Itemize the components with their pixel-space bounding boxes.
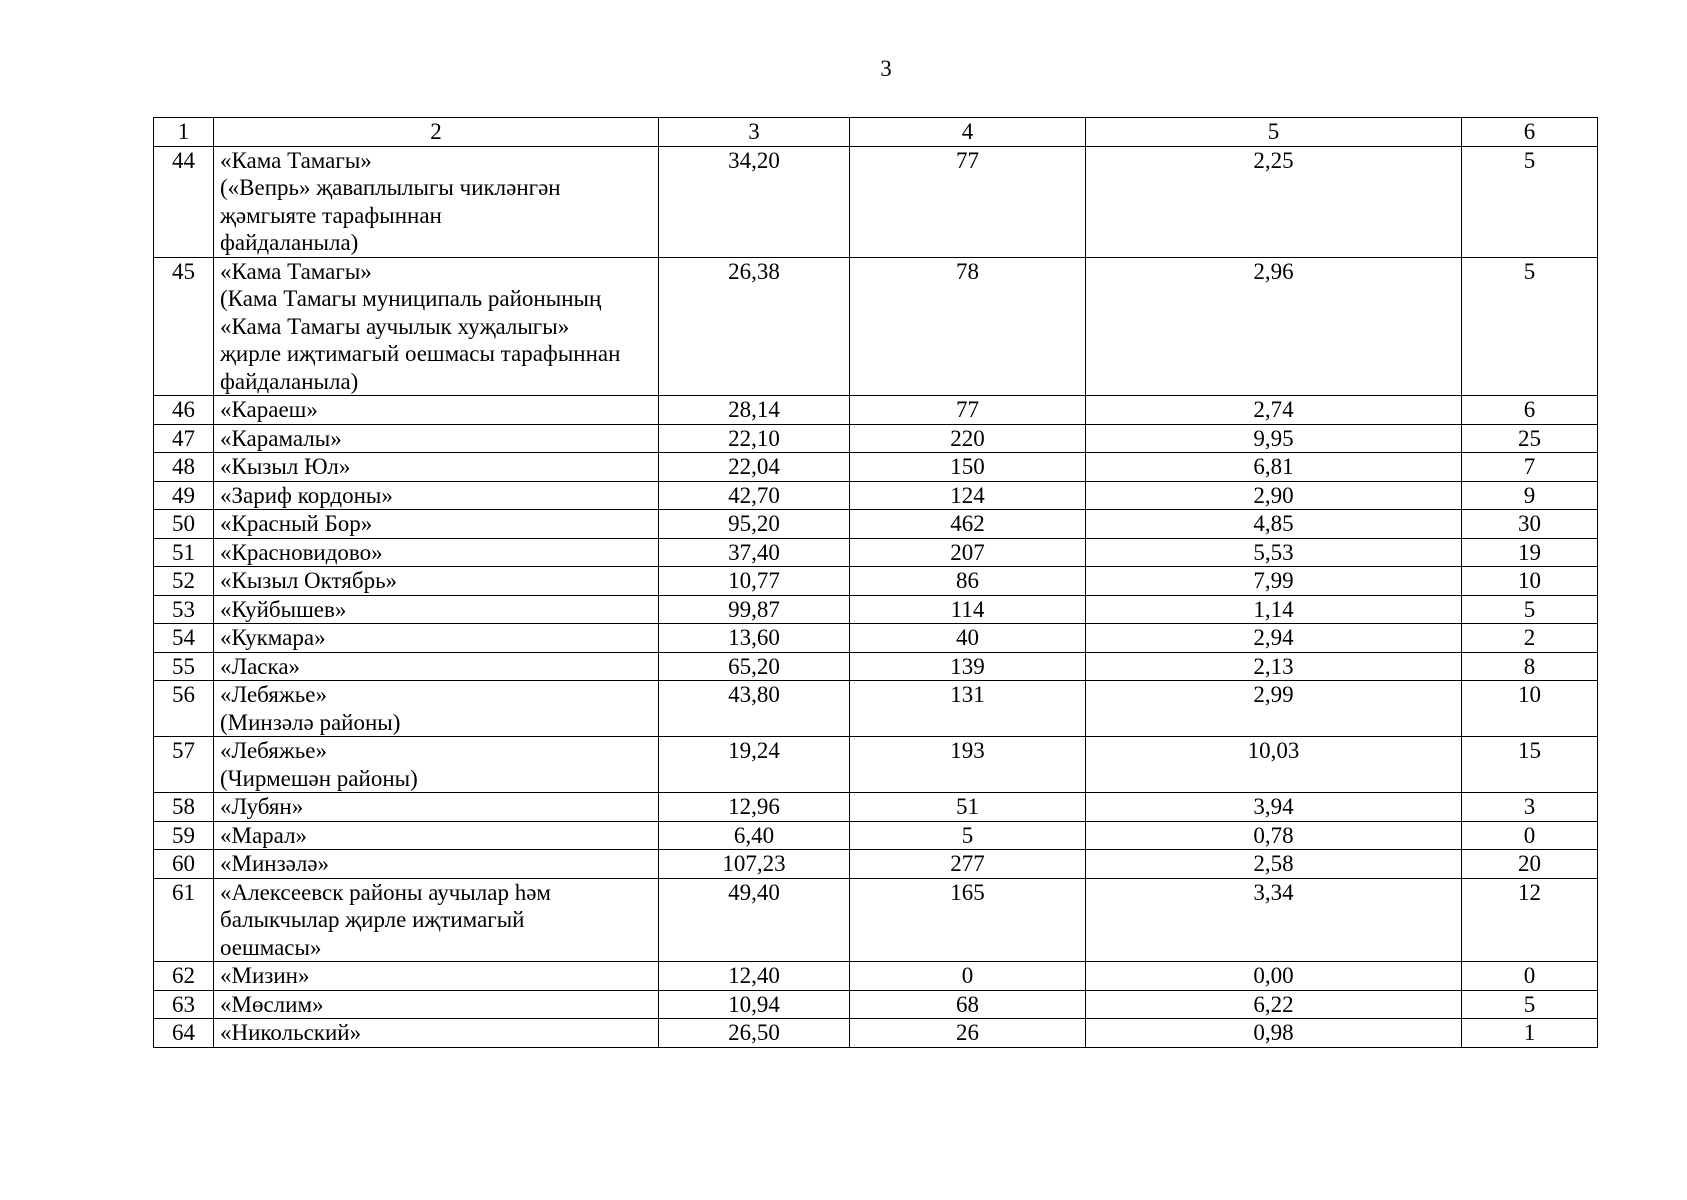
- value-cell-c4: 0: [850, 962, 1086, 991]
- value-cell-c5: 3,94: [1086, 793, 1462, 822]
- table-row: [154, 1019, 1598, 1048]
- name-line: «Минзәлә»: [220, 851, 330, 876]
- row-number-cell: 47: [154, 424, 214, 453]
- name-cell: [214, 737, 659, 793]
- name-cell: [214, 538, 659, 567]
- value-cell-c4: 68: [850, 990, 1086, 1019]
- value-cell-c6: 7: [1462, 453, 1598, 482]
- value-cell-c6: 10: [1462, 681, 1598, 737]
- value-cell-c3: 19,24: [659, 737, 850, 793]
- value-cell-c4: 26: [850, 1019, 1086, 1048]
- name-line: «Лебяжье»: [220, 738, 327, 763]
- value-cell-c3: 42,70: [659, 481, 850, 510]
- value-cell-c5: 10,03: [1086, 737, 1462, 793]
- value-cell-c4: 139: [850, 652, 1086, 681]
- row-number-cell: 51: [154, 538, 214, 567]
- table-row: [154, 424, 1598, 453]
- value-cell-c5: 2,94: [1086, 624, 1462, 653]
- name-cell: [214, 567, 659, 596]
- name-cell: [214, 510, 659, 539]
- table-row: [154, 146, 1598, 257]
- value-cell-c4: 51: [850, 793, 1086, 822]
- value-cell-c6: 12: [1462, 878, 1598, 962]
- name-line: «Карамалы»: [220, 425, 342, 451]
- row-number-cell: 54: [154, 624, 214, 653]
- value-cell-c3: 28,14: [659, 396, 850, 425]
- name-cell: [214, 481, 659, 510]
- name-line: (Кама Тамагы муниципаль районының: [220, 286, 602, 311]
- name-line: «Кукмара»: [220, 625, 326, 650]
- name-line: «Лебяжье»: [220, 682, 327, 707]
- name-cell: [214, 424, 659, 453]
- name-cell: [214, 793, 659, 822]
- header-cell: 1: [154, 118, 214, 147]
- value-cell-c5: 1,14: [1086, 595, 1462, 624]
- name-line: «Кама Тамагы»: [220, 147, 372, 173]
- name-cell: [214, 396, 659, 425]
- name-line: җирле иҗтимагый оешмасы тарафыннан: [220, 341, 621, 366]
- value-cell-c5: 2,74: [1086, 396, 1462, 425]
- value-cell-c6: 5: [1462, 146, 1598, 257]
- value-cell-c5: 4,85: [1086, 510, 1462, 539]
- row-number-cell: 60: [154, 850, 214, 879]
- value-cell-c6: 20: [1462, 850, 1598, 879]
- row-number-cell: 61: [154, 878, 214, 962]
- value-cell-c4: 77: [850, 146, 1086, 257]
- table-row: [154, 624, 1598, 653]
- value-cell-c3: 26,50: [659, 1019, 850, 1048]
- table-row: [154, 538, 1598, 567]
- value-cell-c4: 277: [850, 850, 1086, 879]
- name-line: «Кама Тамагы аучылык хуҗалыгы»: [220, 313, 570, 339]
- row-number-cell: 49: [154, 481, 214, 510]
- value-cell-c5: 2,13: [1086, 652, 1462, 681]
- table-row: [154, 257, 1598, 396]
- name-line: «Куйбышев»: [220, 596, 347, 622]
- value-cell-c3: 12,40: [659, 962, 850, 991]
- name-line: «Караеш»: [220, 397, 318, 422]
- name-line: җәмгыяте тарафыннан: [220, 202, 442, 228]
- value-cell-c6: 9: [1462, 481, 1598, 510]
- value-cell-c5: 6,81: [1086, 453, 1462, 482]
- table-row: [154, 481, 1598, 510]
- value-cell-c6: 5: [1462, 257, 1598, 396]
- table-row: [154, 396, 1598, 425]
- value-cell-c3: 43,80: [659, 681, 850, 737]
- value-cell-c3: 12,96: [659, 793, 850, 822]
- page-number: 3: [880, 56, 892, 81]
- value-cell-c5: 7,99: [1086, 567, 1462, 596]
- value-cell-c4: 207: [850, 538, 1086, 567]
- table-row: [154, 821, 1598, 850]
- value-cell-c6: 0: [1462, 821, 1598, 850]
- value-cell-c4: 78: [850, 257, 1086, 396]
- name-cell: [214, 850, 659, 879]
- name-cell: [214, 1019, 659, 1048]
- table-row: [154, 567, 1598, 596]
- value-cell-c5: 0,78: [1086, 821, 1462, 850]
- name-line: («Вепрь» җаваплылыгы чикләнгән: [220, 175, 561, 200]
- name-cell: [214, 681, 659, 737]
- value-cell-c6: 10: [1462, 567, 1598, 596]
- name-cell: [214, 990, 659, 1019]
- value-cell-c6: 25: [1462, 424, 1598, 453]
- value-cell-c6: 19: [1462, 538, 1598, 567]
- value-cell-c3: 22,04: [659, 453, 850, 482]
- table-row: [154, 962, 1598, 991]
- name-cell: [214, 624, 659, 653]
- value-cell-c3: 99,87: [659, 595, 850, 624]
- value-cell-c3: 10,77: [659, 567, 850, 596]
- row-number-cell: 50: [154, 510, 214, 539]
- value-cell-c3: 37,40: [659, 538, 850, 567]
- value-cell-c6: 6: [1462, 396, 1598, 425]
- table-row: [154, 453, 1598, 482]
- value-cell-c3: 10,94: [659, 990, 850, 1019]
- name-line: «Лубян»: [220, 794, 304, 819]
- value-cell-c6: 15: [1462, 737, 1598, 793]
- row-number-cell: 57: [154, 737, 214, 793]
- name-line: «Никольский»: [220, 1020, 362, 1045]
- name-line: «Мизин»: [220, 963, 310, 988]
- name-line: (Чирмешән районы): [220, 765, 418, 791]
- value-cell-c6: 8: [1462, 652, 1598, 681]
- value-cell-c5: 3,34: [1086, 878, 1462, 962]
- name-line: «Красновидово»: [220, 539, 383, 565]
- name-line: «Кызыл Октябрь»: [220, 568, 398, 593]
- row-number-cell: 44: [154, 146, 214, 257]
- table-row: [154, 990, 1598, 1019]
- value-cell-c4: 462: [850, 510, 1086, 539]
- name-line: (Минзәлә районы): [220, 709, 401, 735]
- name-line: «Мөслим»: [220, 991, 324, 1017]
- value-cell-c3: 13,60: [659, 624, 850, 653]
- value-cell-c5: 5,53: [1086, 538, 1462, 567]
- value-cell-c6: 3: [1462, 793, 1598, 822]
- value-cell-c6: 30: [1462, 510, 1598, 539]
- data-table: [153, 117, 1598, 1048]
- name-line: файдаланыла): [220, 230, 359, 255]
- value-cell-c3: 95,20: [659, 510, 850, 539]
- row-number-cell: 46: [154, 396, 214, 425]
- value-cell-c3: 34,20: [659, 146, 850, 257]
- name-line: «Алексеевск районы аучылар һәм: [220, 879, 551, 905]
- value-cell-c4: 114: [850, 595, 1086, 624]
- name-line: «Кама Тамагы»: [220, 258, 372, 284]
- name-line: «Кызыл Юл»: [220, 454, 351, 479]
- value-cell-c4: 220: [850, 424, 1086, 453]
- value-cell-c4: 124: [850, 481, 1086, 510]
- value-cell-c5: 2,58: [1086, 850, 1462, 879]
- table-row: [154, 595, 1598, 624]
- table-row: [154, 652, 1598, 681]
- value-cell-c6: 5: [1462, 595, 1598, 624]
- name-line: оешмасы»: [220, 934, 322, 960]
- value-cell-c4: 40: [850, 624, 1086, 653]
- value-cell-c3: 22,10: [659, 424, 850, 453]
- row-number-cell: 63: [154, 990, 214, 1019]
- name-line: «Марал»: [220, 822, 308, 848]
- name-line: балыкчылар җирле иҗтимагый: [220, 907, 525, 932]
- value-cell-c6: 2: [1462, 624, 1598, 653]
- table-row: [154, 793, 1598, 822]
- table-row: [154, 737, 1598, 793]
- value-cell-c5: 2,99: [1086, 681, 1462, 737]
- value-cell-c4: 165: [850, 878, 1086, 962]
- value-cell-c5: 9,95: [1086, 424, 1462, 453]
- value-cell-c6: 0: [1462, 962, 1598, 991]
- value-cell-c3: 65,20: [659, 652, 850, 681]
- value-cell-c5: 0,00: [1086, 962, 1462, 991]
- value-cell-c5: 2,96: [1086, 257, 1462, 396]
- header-cell: 3: [659, 118, 850, 147]
- name-cell: [214, 821, 659, 850]
- value-cell-c4: 193: [850, 737, 1086, 793]
- row-number-cell: 48: [154, 453, 214, 482]
- value-cell-c4: 150: [850, 453, 1086, 482]
- row-number-cell: 58: [154, 793, 214, 822]
- row-number-cell: 45: [154, 257, 214, 396]
- name-line: «Зариф кордоны»: [220, 482, 393, 508]
- name-cell: [214, 453, 659, 482]
- value-cell-c6: 1: [1462, 1019, 1598, 1048]
- value-cell-c5: 0,98: [1086, 1019, 1462, 1048]
- table-row: [154, 878, 1598, 962]
- value-cell-c6: 5: [1462, 990, 1598, 1019]
- row-number-cell: 56: [154, 681, 214, 737]
- value-cell-c3: 6,40: [659, 821, 850, 850]
- row-number-cell: 64: [154, 1019, 214, 1048]
- name-cell: [214, 652, 659, 681]
- header-cell: 5: [1086, 118, 1462, 147]
- name-line: файдаланыла): [220, 368, 359, 394]
- name-cell: [214, 146, 659, 257]
- value-cell-c4: 86: [850, 567, 1086, 596]
- name-cell: [214, 878, 659, 962]
- value-cell-c4: 77: [850, 396, 1086, 425]
- name-line: «Ласка»: [220, 653, 301, 679]
- header-cell: 6: [1462, 118, 1598, 147]
- row-number-cell: 52: [154, 567, 214, 596]
- value-cell-c5: 2,90: [1086, 481, 1462, 510]
- name-cell: [214, 257, 659, 396]
- value-cell-c4: 5: [850, 821, 1086, 850]
- table-header-row: [154, 118, 1598, 147]
- row-number-cell: 62: [154, 962, 214, 991]
- value-cell-c3: 26,38: [659, 257, 850, 396]
- table-row: [154, 850, 1598, 879]
- value-cell-c3: 107,23: [659, 850, 850, 879]
- header-cell: 2: [214, 118, 659, 147]
- name-line: «Красный Бор»: [220, 511, 373, 536]
- value-cell-c4: 131: [850, 681, 1086, 737]
- table-row: [154, 681, 1598, 737]
- value-cell-c5: 2,25: [1086, 146, 1462, 257]
- value-cell-c5: 6,22: [1086, 990, 1462, 1019]
- row-number-cell: 55: [154, 652, 214, 681]
- table-row: [154, 510, 1598, 539]
- header-cell: 4: [850, 118, 1086, 147]
- value-cell-c3: 49,40: [659, 878, 850, 962]
- name-cell: [214, 962, 659, 991]
- table-body: [154, 118, 1598, 1048]
- row-number-cell: 53: [154, 595, 214, 624]
- name-cell: [214, 595, 659, 624]
- row-number-cell: 59: [154, 821, 214, 850]
